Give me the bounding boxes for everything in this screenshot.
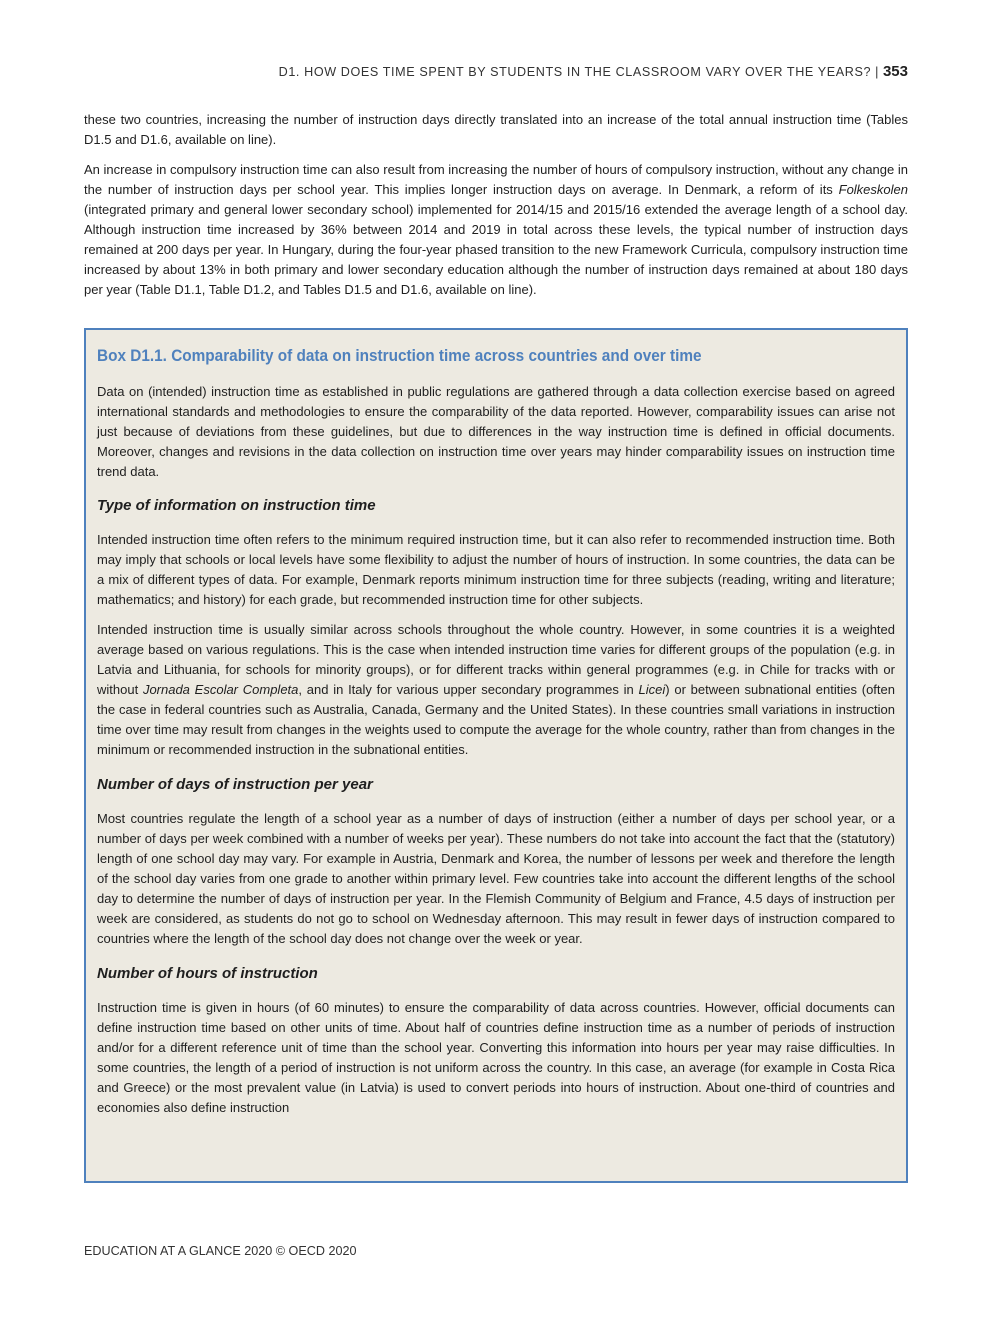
box-paragraph-hours: Instruction time is given in hours (of 60 minutes) to ensure the comparability of data across countries. However, official documents can define instruction time based on other units of time. About half of countries define instruction time as a number of periods of instruction and/or for a different reference unit of time than the school year. Converting this information into hours per year may raise difficulties. In some countries, the length of a period of instruction is not uniform across the country. In this case, an average (for example in Costa Rica and Greece) or the most prevalent value (in Latvia) is used to convert periods into hours of instruction. About one-third of countries and economies also define instruction <box>97 1000 895 1115</box>
paragraph-2: An increase in compulsory instruction time can also result from increasing the number of hours of compulsory instruction, without any change in the number of instruction days per school year. This implies longer instruction days on average. In Denmark, a reform of its Folkeskolen (integrated primary and general lower secondary school) implemented for 2014/15 and 2015/16 extended the average length of a school day. Although instruction time increased by 36% between 2014 and 2019 in total across these levels, the typical number of instruction days remained at 200 days per year. In Hungary, during the four-year phased transition to the new Framework Curricula, compulsory instruction time increased by about 13% in both primary and lower secondary education although the number of instruction days remained at about 180 days per year (Table D1.1, Table D1.2, and Tables D1.5 and D1.6, available on line). <box>84 162 908 297</box>
box-paragraph-days: Most countries regulate the length of a school year as a number of days of instruction (either a number of days per school year, or a number of days per week combined with a number of weeks per year). These numbers do not take into account the fact that the (statutory) length of one school day may vary. For example in Austria, Denmark and Korea, the number of lessons per week and therefore the length of the school day varies from one grade to another within primary level. Few countries take into account the different lengths of the school day to determine the number of days of instruction per year. In the Flemish Community of Belgium and France, 4.5 days of instruction per week are considered, as students do not go to school on Wednesday afternoon. This may result in fewer days of instruction compared to countries where the length of the school day does not change over the week or year. <box>97 811 895 946</box>
italic-term-licei: Licei <box>638 682 666 697</box>
box-d1-1 <box>84 328 908 1183</box>
page-footer: EDUCATION AT A GLANCE 2020 © OECD 2020 <box>84 1244 357 1258</box>
box-heading-type-of-information: Type of information on instruction time <box>97 497 376 514</box>
italic-term-folkeskolen: Folkeskolen <box>838 182 908 197</box>
box-intro: Data on (intended) instruction time as established in public regulations are gathered through a data collection exercise based on agreed international standards and methodologies to ensure the comparability of the data reported. However, comparability issues can arise not just because of deviations from these guidelines, but due to differences in the way instruction time is defined in official documents. Moreover, changes and revisions in the data collection on instruction time over years may hinder comparability issues on instruction time trend data. <box>97 384 895 479</box>
box-title: Box D1.1. Comparability of data on instruction time across countries and over time <box>97 347 702 365</box>
main-text <box>84 110 908 310</box>
box-heading-hours: Number of hours of instruction <box>97 965 318 982</box>
paragraph-1: these two countries, increasing the number of instruction days directly translated into an increase of the total annual instruction time (Tables D1.5 and D1.6, available on line). <box>84 112 908 147</box>
box-paragraph-type-2: Intended instruction time is usually similar across schools throughout the whole country. However, in some countries it is a weighted average based on various regulations. This is the case when intended instruction time varies for different groups of the population (e.g. in Latvia and Lithuania, for schools for minority groups), or for different tracks within general programmes (e.g. in Chile for tracks with or without Jornada Escolar Completa, and in Italy for various upper secondary programmes in Licei) or between subnational entities (often the case in federal countries such as Australia, Canada, Germany and the United States). In these countries small variations in instruction time over time may result from changes in the weights used to compute the average for the whole country, rather than from changes in the minimum or recommended instruction in the subnational entities. <box>97 622 895 757</box>
box-paragraph-type-1: Intended instruction time often refers to the minimum required instruction time, but it can also refer to recommended instruction time. Both may imply that schools or local levels have some flexibility to adjust the number of hours of instruction. In some countries, the data can be a mix of different types of data. For example, Denmark reports minimum instruction time for three subjects (reading, writing and literature; mathematics; and history) for each grade, but recommended instruction time for other subjects. <box>97 532 895 607</box>
page-number: 353 <box>882 63 908 80</box>
running-header <box>84 63 908 80</box>
italic-term-jornada: Jornada Escolar Completa <box>142 682 299 697</box>
running-title: D1. HOW DOES TIME SPENT BY STUDENTS IN THE CLASSROOM VARY OVER THE YEARS? <box>278 65 872 79</box>
box-heading-days: Number of days of instruction per year <box>97 776 373 793</box>
header-separator: | <box>875 65 879 79</box>
